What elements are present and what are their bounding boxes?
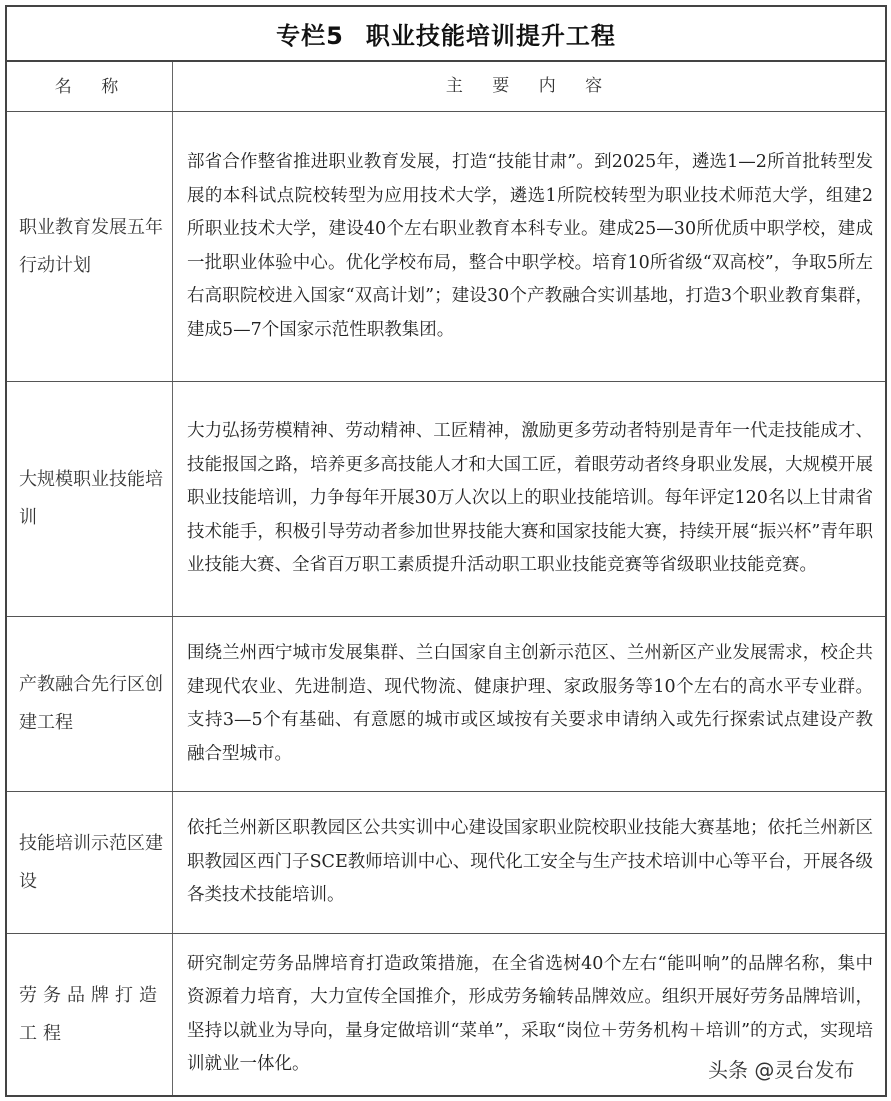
- column-label: 专栏5: [276, 22, 344, 50]
- row-name: 劳务品牌打造工程: [7, 934, 173, 1095]
- row-content: 研究制定劳务品牌培育打造政策措施，在全省选树40个左右“能叫响”的品牌名称，集中资源着力培育，大力宣传全国推介，形成劳务输转品牌效应。组织开展好劳务品牌培训，坚持以就业为导向，量身定做培训“菜单”，采取“岗位＋劳务机构＋培训”的方式，实现培训就业一体化。: [187, 953, 873, 1074]
- watermark: 头条 @灵台发布: [708, 1058, 855, 1082]
- header-name: 名 称: [7, 62, 173, 111]
- table-row: [7, 112, 885, 382]
- title-text: 职业技能培训提升工程: [365, 22, 616, 50]
- row-content: 围绕兰州西宁城市发展集群、兰白国家自主创新示范区、兰州新区产业发展需求，校企共建现代农业、先进制造、现代物流、健康护理、家政服务等10个左右的高水平专业群。支持3—5个有基础、有意愿的城市或区域按有关要求申请纳入或先行探索试点建设产教融合型城市。: [187, 643, 873, 764]
- header-content: 主 要 内 容: [445, 75, 615, 96]
- row-name: 职业教育发展五年行动计划: [7, 112, 173, 381]
- row-name: 技能培训示范区建设: [7, 792, 173, 933]
- row-content: 大力弘扬劳模精神、劳动精神、工匠精神，激励更多劳动者特别是青年一代走技能成才、技能报国之路，培养更多高技能人才和大国工匠，着眼劳动者终身职业发展，大规模开展职业技能培训，力争每年开展30万人次以上的职业技能培训。每年评定120名以上甘肃省技术能手，积极引导劳动者参加世界技能大赛和国家技能大赛，持续开展“振兴杯”青年职业技能大赛、全省百万职工素质提升活动职工职业技能竞赛等省级职业技能竞赛。: [187, 421, 873, 576]
- row-content: 依托兰州新区职教园区公共实训中心建设国家职业院校职业技能大赛基地；依托兰州新区职教园区西门子SCE教师培训中心、现代化工安全与生产技术培训中心等平台，开展各级各类技术技能培训。: [187, 818, 873, 906]
- table-title: [7, 7, 885, 62]
- table-row: [7, 382, 885, 617]
- table-row: [7, 792, 885, 934]
- row-name: 产教融合先行区创建工程: [7, 617, 173, 791]
- table-header-row: [7, 62, 885, 112]
- row-name: 大规模职业技能培训: [7, 382, 173, 616]
- program-table: [5, 5, 887, 1097]
- row-content: 部省合作整省推进职业教育发展，打造“技能甘肃”。到2025年，遴选1—2所首批转型发展的本科试点院校转型为应用技术大学，遴选1所院校转型为职业技术师范大学，组建2所职业技术大学，建设40个左右职业教育本科专业。建成25—30所优质中职学校，建成一批职业体验中心。优化学校布局，整合中职学校。培育10所省级“双高校”，争取5所左右高职院校进入国家“双高计划”；建设30个产教融合实训基地，打造3个职业教育集群，建成5—7个国家示范性职教集团。: [187, 152, 873, 340]
- table-row: [7, 617, 885, 792]
